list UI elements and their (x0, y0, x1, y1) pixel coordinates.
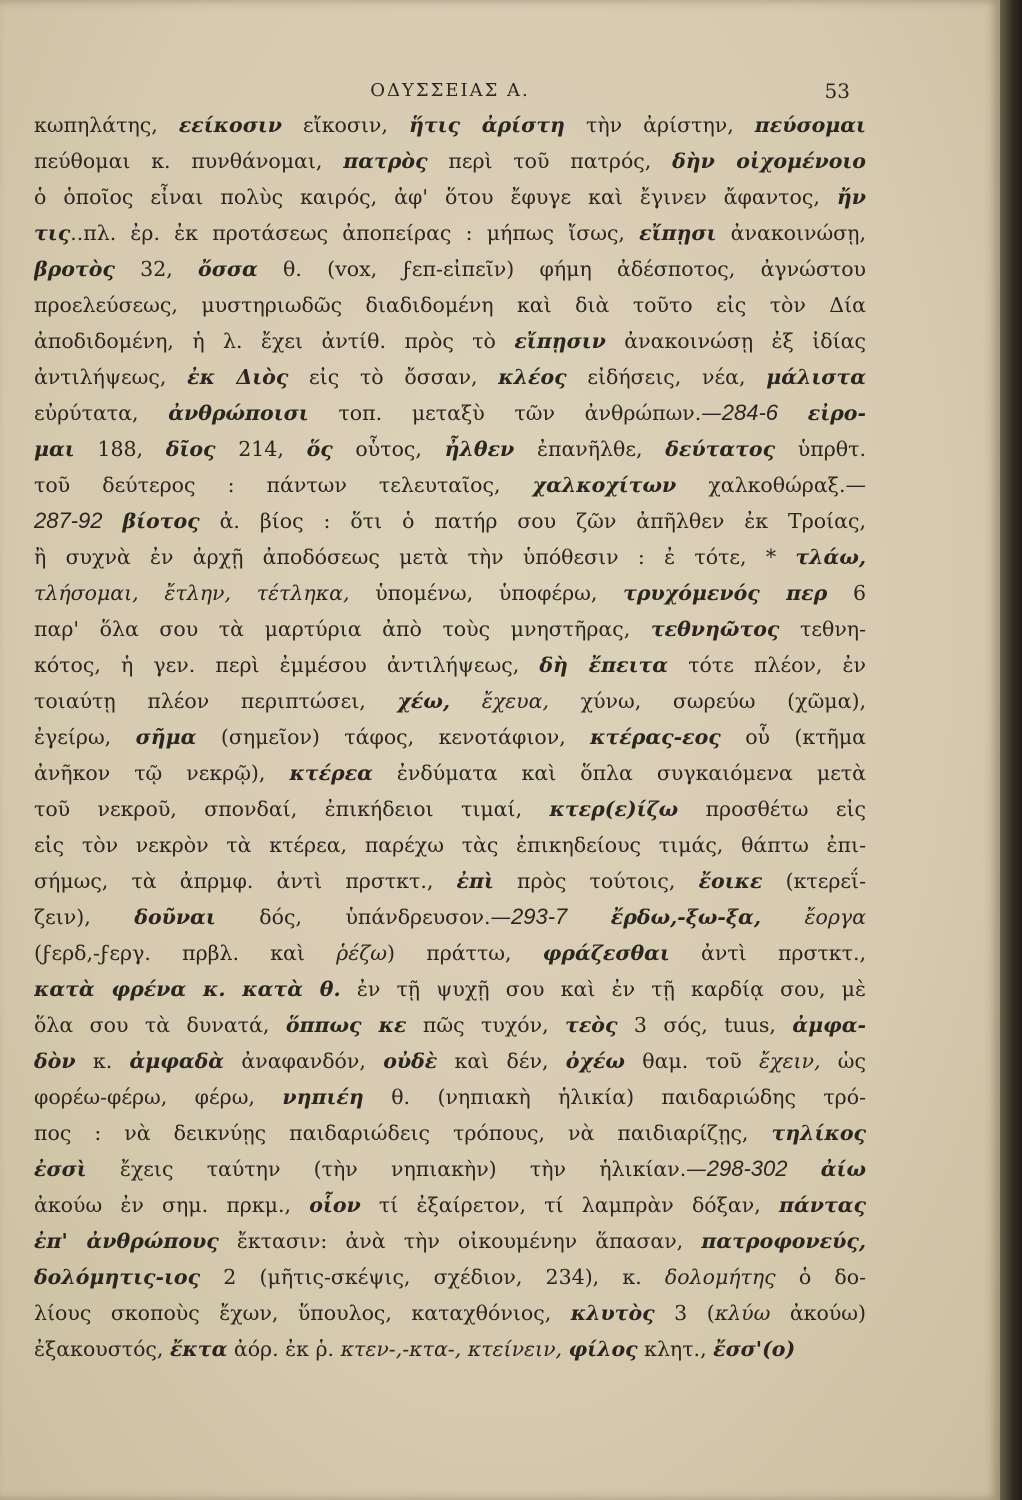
page-number: 53 (824, 79, 850, 103)
gloss-text: προελεύσεως, μυστηριωδῶς διαδιδομένη καὶ διὰ τοῦτο εἰς τὸν Δία (34, 293, 866, 317)
gloss-text: 2 (μῆτις-σκέψις, σχέδιον, 234), κ. (200, 1265, 665, 1289)
gloss-text: θ. (νηπιακὴ ἡλικία) παιδαριώδης τρό- (363, 1085, 866, 1109)
gloss-text: παρ' ὅλα σου τὰ μαρτύρια ἀπὸ τοὺς μνηστῆρας, (34, 617, 651, 641)
lemma: ἔρδω,-ξω-ξα, (610, 905, 761, 929)
text-line (34, 647, 866, 683)
gloss-text: (ϝερδ,-ϝεργ. πρβλ. καὶ (34, 941, 337, 965)
gloss-text: 3 σός, tuus, (617, 1013, 793, 1037)
gloss-text: ..πλ. ἐρ. ἐκ προτάσεως ἀποπείρας : μήπως ἴσως, (70, 221, 640, 245)
gloss-text: ἀντὶ πρστκτ., (669, 941, 866, 965)
text-line (34, 539, 866, 575)
gloss-text: πεύθομαι κ. πυνθάνομαι, (34, 149, 344, 173)
lemma: σῆμα (135, 725, 197, 749)
lemma: ἐσσὶ (34, 1157, 87, 1181)
gloss-text: τοπ. μεταξὺ τῶν ἀνθρώπων.— (308, 401, 722, 425)
lemma: πατροφονεύς, (701, 1229, 866, 1253)
lemma: ἀίω (820, 1157, 866, 1181)
lemma: εἴπῃσιν (514, 329, 606, 353)
lemma: οὐδὲ (383, 1049, 438, 1073)
gloss-text: εἴκοσιν, (281, 113, 409, 137)
lemma: κτέρας-εος (590, 725, 721, 749)
gloss-text: πῶς τυχόν, (406, 1013, 566, 1037)
gloss-text: ὑπρθτ. (775, 437, 866, 461)
lemma: εἴπῃσι (639, 221, 717, 245)
text-line (34, 323, 866, 359)
lemma: τεθνηῶτος (650, 617, 780, 641)
gloss-text: κωπηλάτης, (34, 113, 179, 137)
gloss-text (761, 905, 805, 929)
text-line (34, 359, 866, 395)
gloss-text (567, 905, 611, 929)
gloss-text: ἀναφανδόν, (224, 1049, 384, 1073)
lemma: ἐπὶ (456, 869, 494, 893)
gloss-text: ὡς (820, 1049, 866, 1073)
gloss-text: ἀνῆκον τῷ νεκρῷ), (34, 761, 290, 785)
lemma: κλυτὸς (570, 1301, 655, 1325)
gloss-text: ἀνακοινώσῃ ἐξ ἰδίας (605, 329, 866, 353)
lemma: ἀμφα- (792, 1013, 866, 1037)
lemma: πατρὸς (343, 149, 428, 173)
text-line (34, 611, 866, 647)
gloss-text (778, 401, 808, 425)
gloss-text: τὴν ἀρίστην, (564, 113, 755, 137)
gloss-text: ἔκτασιν: ἀνὰ τὴν οἰκουμένην ἅπασαν, (218, 1229, 702, 1253)
verse-reference: 293-7 (511, 904, 568, 929)
verse-reference: 284-6 (721, 400, 779, 425)
gloss-text: ) πράττω, (387, 941, 543, 965)
text-line (34, 1115, 866, 1151)
text-line (34, 107, 866, 143)
text-line (34, 1223, 866, 1259)
lemma: ὄσσα (198, 257, 258, 281)
lemma: ὀχέω (565, 1049, 625, 1073)
lemma: ἥτις ἀρίστη (408, 113, 565, 137)
text-line (34, 1151, 866, 1187)
text-line (34, 1043, 866, 1079)
running-title: ΟΔΥΣΣΕΙΑΣ Α. (370, 80, 530, 101)
gloss-text (103, 509, 123, 533)
gloss-text: (σημεῖον) τάφος, κενοτάφιον, (196, 725, 591, 749)
gloss-text: ὑπομένω, ὑποφέρω, (349, 581, 624, 605)
gloss-text: θ. (vox, ϝεπ-εἰπεῖν) φήμη ἀδέσποτος, ἀγνώστου (257, 257, 866, 281)
gloss-text: κλύω (714, 1301, 771, 1325)
gloss-text: 32, (114, 257, 199, 281)
gloss-text: τοῦ δεύτερος : πάντων τελευταῖος, (34, 473, 533, 497)
lemma: δὴ ἔπειτα (539, 653, 669, 677)
lemma: δῖος (165, 437, 216, 461)
gloss-text: 188, (74, 437, 166, 461)
text-line (34, 179, 866, 215)
lemma: πάντας (778, 1193, 866, 1217)
gloss-text: φορέω-φέρω, φέρω, (34, 1085, 283, 1109)
text-line (34, 827, 866, 863)
gloss-text: κτεν-,-κτα-, κτείνειν, (340, 1337, 563, 1361)
book-edge-shadow (1000, 0, 1022, 1500)
lemma: τλάω, (795, 545, 866, 569)
text-line (34, 863, 866, 899)
lemma: ὅππως κε (285, 1013, 407, 1037)
lemma: ἀνθρώποισι (168, 401, 309, 425)
gloss-text: καὶ δέν, (437, 1049, 566, 1073)
lemma: οἷον (309, 1193, 361, 1217)
lemma: ἀμφαδὰ (129, 1049, 225, 1073)
text-line (34, 935, 866, 971)
lemma: νηπιέη (282, 1085, 364, 1109)
gloss-text: τλήσομαι, ἔτλην, τέτληκα, (34, 581, 350, 605)
lemma: κτερ(ε)ίζω (549, 797, 679, 821)
text-line (34, 1331, 866, 1367)
gloss-text: οὗτος, (332, 437, 445, 461)
text-line (34, 467, 866, 503)
gloss-text: κλητ., (637, 1337, 714, 1361)
lemma: δὴν οἰχομένοιο (672, 149, 866, 173)
gloss-text: ῥέζω (336, 941, 388, 965)
gloss-text: ἔοργα (804, 905, 866, 929)
text-line (34, 899, 866, 935)
lemma: εείκοσιν (178, 113, 282, 137)
gloss-text: ἢ συχνὰ ἐν ἀρχῇ ἀποδόσεως μετὰ τὴν ὑπόθεσιν : ἐ τότε, * (34, 545, 796, 569)
lemma: τρυχόμενός περ (623, 581, 828, 605)
text-line (34, 1187, 866, 1223)
text-line (34, 395, 866, 431)
gloss-text: 6 (827, 581, 866, 605)
lemma: φίλος (568, 1337, 638, 1361)
lemma: κατὰ φρένα κ. κατὰ θ. (34, 977, 341, 1001)
verse-reference: 298-302 (706, 1156, 788, 1181)
gloss-text: λίους σκοποὺς ἔχων, ὕπουλος, καταχθόνιος, (34, 1301, 571, 1325)
lemma: κτέρεα (289, 761, 373, 785)
lemma: ἤν (836, 185, 866, 209)
gloss-text: θαμ. τοῦ (624, 1049, 760, 1073)
page-header (0, 80, 1000, 110)
lemma: ἔκτα (169, 1337, 228, 1361)
gloss-text: ἀόρ. ἐκ ῥ. (227, 1337, 341, 1361)
gloss-text: εἰδήσεις, νέα, (566, 365, 767, 389)
lemma: χαλκοχίτων (532, 473, 677, 497)
gloss-text: ἀκούω ἐν σημ. πρκμ., (34, 1193, 310, 1217)
gloss-text: ἐν τῇ ψυχῇ σου καὶ ἐν τῇ καρδίᾳ σου, μὲ (340, 977, 866, 1001)
text-line (34, 1079, 866, 1115)
gloss-text: 3 ( (654, 1301, 715, 1325)
gloss-text: τί ἐξαίρετον, τί λαμπρὰν δόξαν, (360, 1193, 779, 1217)
lemma: φράζεσθαι (542, 941, 670, 965)
gloss-text: εἰς τὸν νεκρὸν τὰ κτέρεα, παρέχω τὰς ἐπικηδείους τιμάς, θάπτω ἐπι- (34, 833, 866, 857)
text-line (34, 1007, 866, 1043)
gloss-text: κότος, ἡ γεν. περὶ ἐμμέσου ἀντιλήψεως, (34, 653, 540, 677)
gloss-text: ἔχεις ταύτην (τὴν νηπιακὴν) τὴν ἡλικίαν.— (86, 1157, 707, 1181)
text-line (34, 287, 866, 323)
text-line (34, 143, 866, 179)
text-line (34, 719, 866, 755)
lemma: ὅς (306, 437, 333, 461)
gloss-text: ὁ ὁποῖος εἶναι πολὺς καιρός, ἀφ' ὅτου ἔφυγε καὶ ἔγινεν ἄφαντος, (34, 185, 837, 209)
lemma: βροτὸς (34, 257, 115, 281)
gloss-text: (κτερεΐ- (762, 869, 866, 893)
gloss-text: προσθέτω εἰς (678, 797, 866, 821)
lemma: χέω, (397, 689, 451, 713)
gloss-text: ἀκούω) (770, 1301, 866, 1325)
commentary-text (34, 107, 866, 1367)
text-line (34, 755, 866, 791)
gloss-text: δολομήτης (664, 1265, 776, 1289)
lemma: ἐπ' ἀνθρώπους (34, 1229, 219, 1253)
text-line (34, 1259, 866, 1295)
gloss-text: ἐγείρω, (34, 725, 136, 749)
gloss-text: ὅλα σου τὰ δυνατά, (34, 1013, 286, 1037)
gloss-text: χαλκοθώραξ.— (676, 473, 866, 497)
gloss-text: ζειν), (34, 905, 135, 929)
gloss-text: τοιαύτῃ πλέον περιπτώσει, (34, 689, 398, 713)
lemma: τεὸς (565, 1013, 618, 1037)
lemma: δολόμητις-ιος (34, 1265, 201, 1289)
lemma: μάλιστα (766, 365, 866, 389)
gloss-text: ἀνακοινώσῃ, (716, 221, 866, 245)
lemma: τηλίκος (771, 1121, 866, 1145)
lemma: βίοτος (122, 509, 200, 533)
lemma: εἰρο- (807, 401, 866, 425)
lemma: ἦλθεν (444, 437, 515, 461)
text-line (34, 1295, 866, 1331)
lemma: πεύσομαι (754, 113, 866, 137)
gloss-text: κ. (75, 1049, 130, 1073)
text-line (34, 575, 866, 611)
gloss-text: δός, ὑπάνδρευσον.— (215, 905, 511, 929)
lemma: τις (34, 221, 71, 245)
gloss-text: εὐρύτατα, (34, 401, 169, 425)
lemma: ἐκ Διὸς (187, 365, 289, 389)
text-line (34, 503, 866, 539)
gloss-text: ἀ. βίος : ὅτι ὁ πατήρ σου ζῶν ἀπῆλθεν ἐκ Τροίας, (199, 509, 866, 533)
gloss-text (450, 689, 482, 713)
gloss-text: ἀποδιδομένη, ἡ λ. ἔχει ἀντίθ. πρὸς τὸ (34, 329, 515, 353)
text-line (34, 215, 866, 251)
lemma: ἔοικε (698, 869, 763, 893)
lemma: ἔσσ'(ο) (713, 1337, 796, 1361)
gloss-text: ἔχειν, (759, 1049, 821, 1073)
lemma: δοῦναι (134, 905, 216, 929)
gloss-text: οὗ (κτῆμα (720, 725, 866, 749)
gloss-text: ἐνδύματα καὶ ὅπλα συγκαιόμενα μετὰ (372, 761, 866, 785)
lemma: δεύτατος (665, 437, 776, 461)
lemma: κλέος (498, 365, 567, 389)
gloss-text: ἔχευα, (481, 689, 549, 713)
gloss-text: ἐπανῆλθε, (514, 437, 666, 461)
lemma: μαι (34, 437, 75, 461)
gloss-text: σήμως, τὰ ἀπρμφ. ἀντὶ πρστκτ., (34, 869, 457, 893)
gloss-text: χύνω, σωρεύω (χῶμα), (549, 689, 866, 713)
gloss-text: τοῦ νεκροῦ, σπονδαί, ἐπικήδειοι τιμαί, (34, 797, 550, 821)
lemma: δὸν (34, 1049, 76, 1073)
gloss-text: εἰς τὸ ὄσσαν, (288, 365, 499, 389)
gloss-text: ὁ δο- (775, 1265, 866, 1289)
gloss-text (788, 1157, 821, 1181)
gloss-text: τότε πλέον, ἐν (668, 653, 866, 677)
gloss-text: πος : νὰ δεικνύῃς παιδαριώδεις τρόπους, νὰ παιδιαρίζῃς, (34, 1121, 772, 1145)
gloss-text: περὶ τοῦ πατρός, (427, 149, 673, 173)
text-line (34, 683, 866, 719)
gloss-text: ἀντιλήψεως, (34, 365, 188, 389)
text-line (34, 971, 866, 1007)
text-line (34, 791, 866, 827)
gloss-text: 214, (215, 437, 307, 461)
text-line (34, 431, 866, 467)
text-line (34, 251, 866, 287)
gloss-text: ἐξακουστός, (34, 1337, 170, 1361)
gloss-text: πρὸς τούτοις, (493, 869, 699, 893)
gloss-text: τεθνη- (779, 617, 866, 641)
verse-reference: 287-92 (34, 508, 103, 533)
